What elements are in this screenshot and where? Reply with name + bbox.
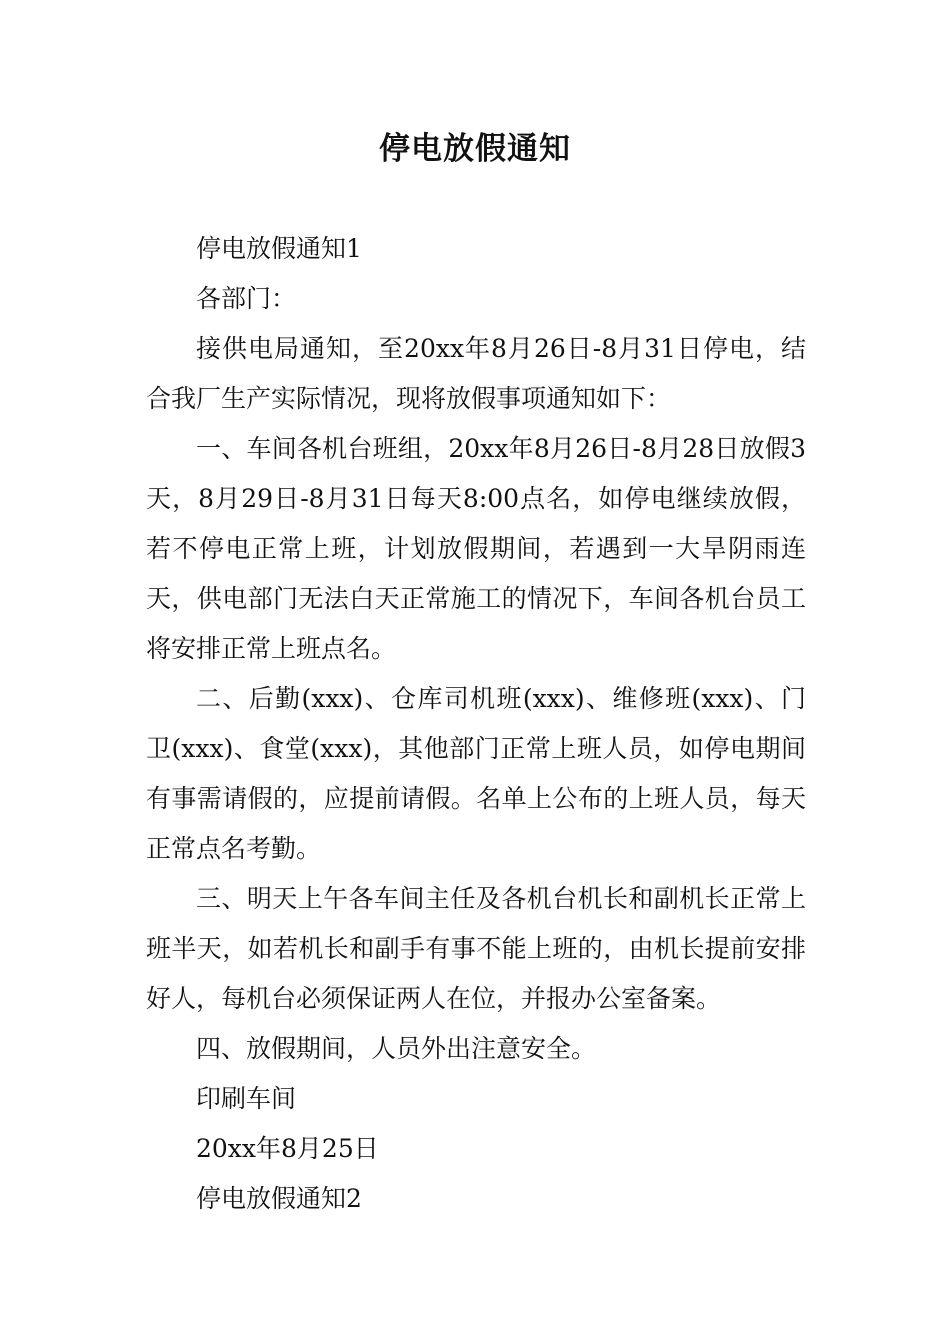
signature-date: 20xx年8月25日 — [196, 1134, 379, 1163]
item-three-paragraph: 三、明天上午各车间主任及各机台机长和副机长正常上班半天，如若机长和副手有事不能上班的，由机长提前安排好人，每机台必须保证两人在位，并报办公室备案。 — [146, 884, 806, 1013]
section-heading-1: 停电放假通知1 — [196, 234, 362, 263]
salutation: 各部门： — [196, 284, 297, 313]
signature-department: 印刷车间 — [196, 1084, 297, 1113]
section-heading-2: 停电放假通知2 — [196, 1184, 362, 1213]
item-two-paragraph: 二、后勤(xxx)、仓库司机班(xxx)、维修班(xxx)、门卫(xxx)、食堂(xxx)，其他部门正常上班人员，如停电期间有事需请假的，应提前请假。名单上公布的上班人员，每天正常点名考勤。 — [146, 684, 806, 863]
intro-paragraph: 接供电局通知，至20xx年8月26日-8月31日停电，结合我厂生产实际情况，现将放假事项通知如下： — [146, 334, 806, 413]
item-one-paragraph: 一、车间各机台班组，20xx年8月26日-8月28日放假3天，8月29日-8月31日每天8:00点名，如停电继续放假，若不停电正常上班，计划放假期间，若遇到一大旱阴雨连天，供电部门无法白天正常施工的情况下，车间各机台员工将安排正常上班点名。 — [146, 434, 806, 663]
document-body — [146, 224, 806, 1224]
document-title: 停电放假通知 — [379, 131, 571, 167]
item-four-paragraph: 四、放假期间，人员外出注意安全。 — [196, 1034, 597, 1063]
